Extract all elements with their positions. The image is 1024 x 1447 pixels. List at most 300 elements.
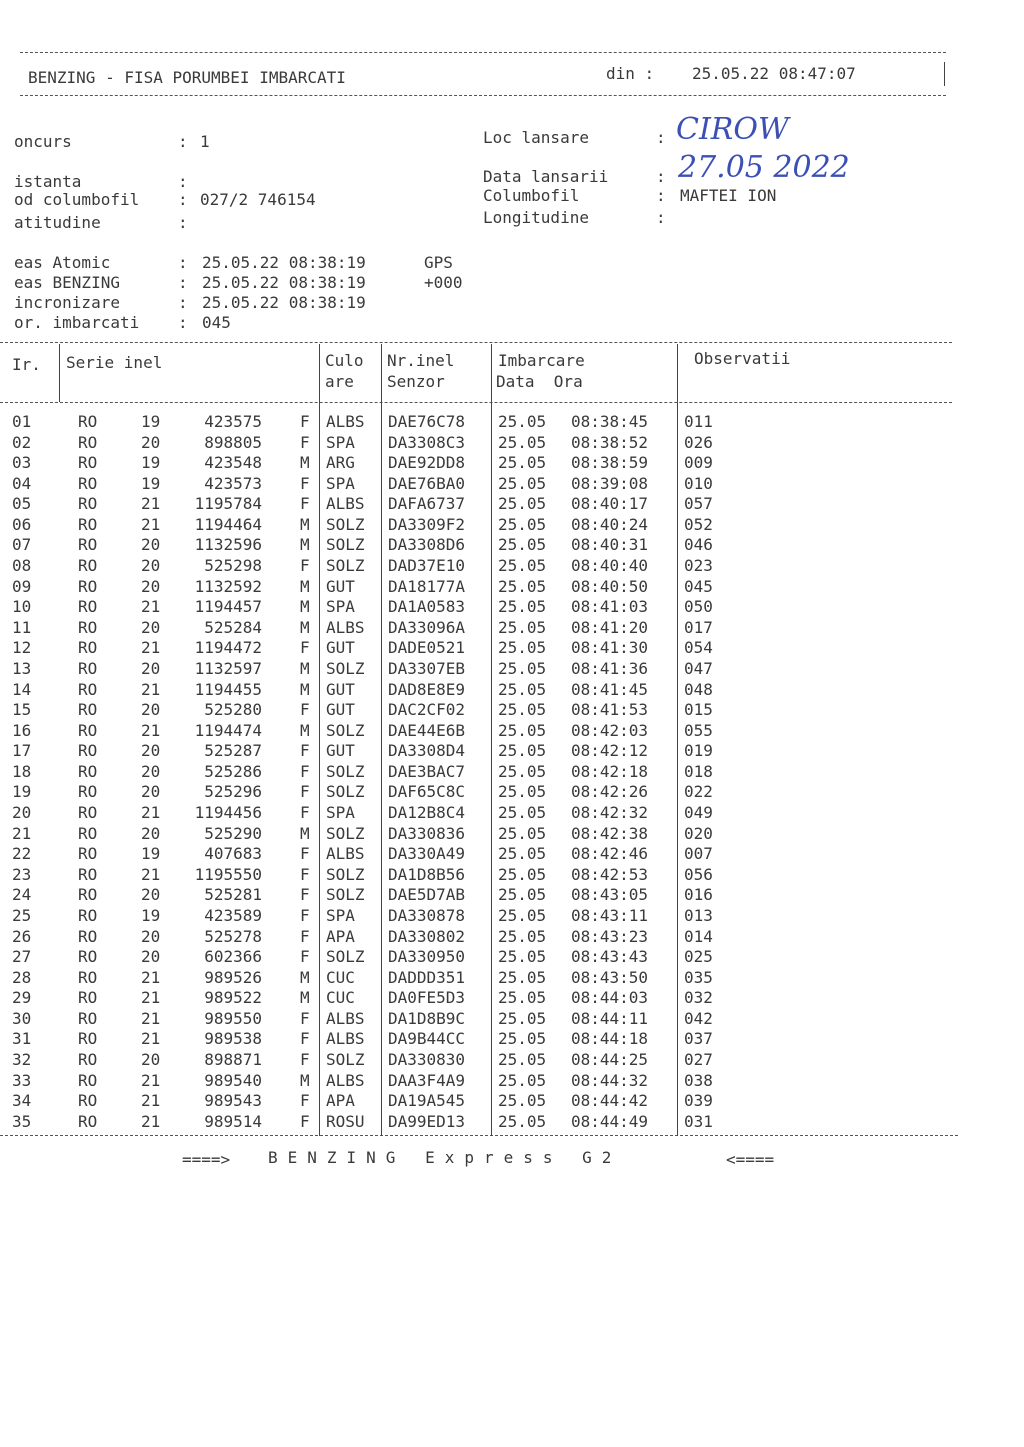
row-time: 08:41:36 <box>571 658 649 678</box>
row-country: RO <box>78 617 98 637</box>
table-row <box>0 968 960 988</box>
report-title: BENZING - FISA PORUMBEI IMBARCATI <box>28 68 346 87</box>
row-year: 20 <box>141 782 161 802</box>
row-color: SPA <box>326 432 355 452</box>
row-sex: F <box>300 926 310 946</box>
row-sensor: DA3308C3 <box>388 432 466 452</box>
row-country: RO <box>78 741 98 761</box>
row-sex: M <box>300 967 310 987</box>
row-color: APA <box>326 1091 355 1111</box>
row-date: 25.05 <box>498 823 547 843</box>
row-date: 25.05 <box>498 658 547 678</box>
row-sex: M <box>300 679 310 699</box>
table-row <box>0 1050 960 1070</box>
row-date: 25.05 <box>498 597 547 617</box>
row-nr: 25 <box>12 905 32 925</box>
row-sex: M <box>300 617 310 637</box>
table-row <box>0 433 960 453</box>
row-time: 08:44:49 <box>571 1111 649 1131</box>
row-sensor: DADE0521 <box>388 638 466 658</box>
row-color: GUT <box>326 679 355 699</box>
row-year: 20 <box>141 947 161 967</box>
row-ring: 1132592 <box>194 576 262 596</box>
row-obs: 054 <box>684 638 713 658</box>
clock-sep: : <box>178 253 188 272</box>
row-date: 25.05 <box>498 885 547 905</box>
table-row <box>0 638 960 658</box>
row-country: RO <box>78 700 98 720</box>
row-color: SOLZ <box>326 782 365 802</box>
row-color: SOLZ <box>326 864 365 884</box>
row-nr: 29 <box>12 988 32 1008</box>
table-row <box>0 700 960 720</box>
row-sensor: DA19A545 <box>388 1091 466 1111</box>
row-color: GUT <box>326 741 355 761</box>
row-year: 20 <box>141 741 161 761</box>
info-left-sep: : <box>178 172 188 191</box>
row-country: RO <box>78 473 98 493</box>
row-date: 25.05 <box>498 947 547 967</box>
row-obs: 035 <box>684 967 713 987</box>
row-time: 08:44:11 <box>571 1008 649 1028</box>
clock-label: incronizare <box>14 293 120 312</box>
table-row <box>0 947 960 967</box>
row-time: 08:42:46 <box>571 844 649 864</box>
row-color: SOLZ <box>326 658 365 678</box>
row-year: 21 <box>141 1029 161 1049</box>
row-year: 19 <box>141 453 161 473</box>
row-sensor: DAE92DD8 <box>388 453 466 473</box>
row-obs: 019 <box>684 741 713 761</box>
row-ring: 525298 <box>204 556 262 576</box>
row-year: 19 <box>141 905 161 925</box>
row-time: 08:39:08 <box>571 473 649 493</box>
info-right-value: MAFTEI ION <box>680 186 777 205</box>
row-country: RO <box>78 782 98 802</box>
row-sex: F <box>300 700 310 720</box>
row-obs: 013 <box>684 905 713 925</box>
info-right-label: Data lansarii <box>483 167 609 186</box>
row-sex: F <box>300 556 310 576</box>
row-date: 25.05 <box>498 864 547 884</box>
row-obs: 047 <box>684 658 713 678</box>
row-ring: 525278 <box>204 926 262 946</box>
row-year: 21 <box>141 514 161 534</box>
row-color: SOLZ <box>326 514 365 534</box>
row-year: 19 <box>141 473 161 493</box>
table-row <box>0 494 960 514</box>
row-sensor: DA99ED13 <box>388 1111 466 1131</box>
col-header-nrinel-2: Senzor <box>387 372 445 391</box>
row-ring: 1194474 <box>194 720 262 740</box>
row-country: RO <box>78 823 98 843</box>
row-color: SOLZ <box>326 1049 365 1069</box>
row-year: 19 <box>141 844 161 864</box>
row-sex: M <box>300 453 310 473</box>
clock-value: 25.05.22 08:38:19 <box>202 293 366 312</box>
table-row <box>0 906 960 926</box>
table-row <box>0 453 960 473</box>
header-right-border <box>944 62 945 86</box>
row-country: RO <box>78 967 98 987</box>
row-sex: M <box>300 720 310 740</box>
row-sensor: DA3308D4 <box>388 741 466 761</box>
row-date: 25.05 <box>498 700 547 720</box>
row-ring: 1132596 <box>194 535 262 555</box>
row-obs: 032 <box>684 988 713 1008</box>
row-year: 21 <box>141 679 161 699</box>
row-obs: 010 <box>684 473 713 493</box>
row-year: 20 <box>141 576 161 596</box>
header-top-rule <box>20 52 946 53</box>
table-row <box>0 597 960 617</box>
row-obs: 048 <box>684 679 713 699</box>
row-time: 08:43:05 <box>571 885 649 905</box>
info-right-label: Loc lansare <box>483 128 589 147</box>
row-date: 25.05 <box>498 679 547 699</box>
row-sex: F <box>300 432 310 452</box>
clock-value: 25.05.22 08:38:19 <box>202 253 366 272</box>
row-sex: F <box>300 1049 310 1069</box>
row-time: 08:43:11 <box>571 905 649 925</box>
row-obs: 023 <box>684 556 713 576</box>
row-obs: 057 <box>684 494 713 514</box>
row-time: 08:44:32 <box>571 1070 649 1090</box>
row-obs: 027 <box>684 1049 713 1069</box>
table-row <box>0 988 960 1008</box>
row-sensor: DA33096A <box>388 617 466 637</box>
row-nr: 18 <box>12 761 32 781</box>
info-right-sep: : <box>656 128 666 147</box>
row-time: 08:41:45 <box>571 679 649 699</box>
row-nr: 27 <box>12 947 32 967</box>
row-color: SPA <box>326 473 355 493</box>
row-nr: 14 <box>12 679 32 699</box>
row-color: ALBS <box>326 1008 365 1028</box>
row-ring: 525284 <box>204 617 262 637</box>
row-obs: 009 <box>684 453 713 473</box>
info-left-label: atitudine <box>14 213 101 232</box>
row-country: RO <box>78 720 98 740</box>
row-color: ALBS <box>326 1070 365 1090</box>
row-sex: M <box>300 514 310 534</box>
row-date: 25.05 <box>498 1070 547 1090</box>
row-nr: 07 <box>12 535 32 555</box>
row-date: 25.05 <box>498 1111 547 1131</box>
clock-sep: : <box>178 313 188 332</box>
row-sensor: DA3307EB <box>388 658 466 678</box>
col-header-imbarcare-2: Data Ora <box>496 372 583 391</box>
row-country: RO <box>78 658 98 678</box>
row-ring: 525290 <box>204 823 262 843</box>
row-ring: 989526 <box>204 967 262 987</box>
table-row <box>0 927 960 947</box>
row-sensor: DAA3F4A9 <box>388 1070 466 1090</box>
row-nr: 15 <box>12 700 32 720</box>
row-country: RO <box>78 453 98 473</box>
row-nr: 20 <box>12 803 32 823</box>
row-sensor: DA330802 <box>388 926 466 946</box>
table-row <box>0 885 960 905</box>
row-nr: 03 <box>12 453 32 473</box>
row-sensor: DAD37E10 <box>388 556 466 576</box>
row-sex: M <box>300 658 310 678</box>
row-time: 08:42:12 <box>571 741 649 761</box>
row-sex: F <box>300 494 310 514</box>
row-sensor: DA0FE5D3 <box>388 988 466 1008</box>
row-time: 08:38:45 <box>571 412 649 431</box>
col-sep-ora <box>677 344 678 1136</box>
row-ring: 525296 <box>204 782 262 802</box>
row-ring: 989522 <box>204 988 262 1008</box>
clock-sep: : <box>178 293 188 312</box>
table-row <box>0 721 960 741</box>
row-obs: 039 <box>684 1091 713 1111</box>
clock-value: 25.05.22 08:38:19 <box>202 273 366 292</box>
row-time: 08:42:03 <box>571 720 649 740</box>
row-nr: 08 <box>12 556 32 576</box>
row-obs: 042 <box>684 1008 713 1028</box>
row-country: RO <box>78 679 98 699</box>
row-sensor: DADDD351 <box>388 967 466 987</box>
table-row <box>0 844 960 864</box>
info-right-sep: : <box>656 186 666 205</box>
row-obs: 011 <box>684 412 713 431</box>
row-color: GUT <box>326 638 355 658</box>
row-date: 25.05 <box>498 905 547 925</box>
row-date: 25.05 <box>498 494 547 514</box>
row-sex: M <box>300 1070 310 1090</box>
row-date: 25.05 <box>498 576 547 596</box>
row-sensor: DA3309F2 <box>388 514 466 534</box>
row-nr: 16 <box>12 720 32 740</box>
row-nr: 11 <box>12 617 32 637</box>
row-sensor: DA330950 <box>388 947 466 967</box>
table-row <box>0 1071 960 1091</box>
row-ring: 1194456 <box>194 803 262 823</box>
row-country: RO <box>78 988 98 1008</box>
row-color: ALBS <box>326 844 365 864</box>
row-ring: 989540 <box>204 1070 262 1090</box>
row-nr: 32 <box>12 1049 32 1069</box>
row-country: RO <box>78 576 98 596</box>
row-year: 21 <box>141 638 161 658</box>
clock-extra: +000 <box>424 273 463 292</box>
row-year: 20 <box>141 617 161 637</box>
row-color: ROSU <box>326 1111 365 1131</box>
row-date: 25.05 <box>498 556 547 576</box>
row-year: 20 <box>141 926 161 946</box>
row-sex: M <box>300 597 310 617</box>
row-color: ALBS <box>326 1029 365 1049</box>
row-color: SOLZ <box>326 823 365 843</box>
row-country: RO <box>78 1070 98 1090</box>
row-obs: 014 <box>684 926 713 946</box>
row-time: 08:44:03 <box>571 988 649 1008</box>
row-sensor: DA3308D6 <box>388 535 466 555</box>
row-obs: 031 <box>684 1111 713 1131</box>
col-header-serie: Serie inel <box>66 353 163 372</box>
table-row <box>0 515 960 535</box>
row-color: SOLZ <box>326 556 365 576</box>
row-sensor: DA1D8B56 <box>388 864 466 884</box>
row-nr: 13 <box>12 658 32 678</box>
row-time: 08:44:42 <box>571 1091 649 1111</box>
row-sensor: DAE3BAC7 <box>388 761 466 781</box>
row-date: 25.05 <box>498 1029 547 1049</box>
row-sex: F <box>300 947 310 967</box>
row-obs: 038 <box>684 1070 713 1090</box>
row-sex: F <box>300 1111 310 1131</box>
row-ring: 989514 <box>204 1111 262 1131</box>
row-time: 08:43:23 <box>571 926 649 946</box>
col-sep-culoare <box>381 344 382 1136</box>
row-sensor: DA1A0583 <box>388 597 466 617</box>
row-date: 25.05 <box>498 473 547 493</box>
row-ring: 525286 <box>204 761 262 781</box>
row-sex: F <box>300 473 310 493</box>
row-sex: M <box>300 988 310 1008</box>
row-sex: F <box>300 1091 310 1111</box>
row-year: 21 <box>141 494 161 514</box>
row-ring: 1194464 <box>194 514 262 534</box>
row-year: 21 <box>141 803 161 823</box>
row-country: RO <box>78 926 98 946</box>
row-ring: 989538 <box>204 1029 262 1049</box>
row-date: 25.05 <box>498 741 547 761</box>
row-color: SOLZ <box>326 720 365 740</box>
row-time: 08:42:26 <box>571 782 649 802</box>
table-row <box>0 865 960 885</box>
row-obs: 020 <box>684 823 713 843</box>
row-sex: F <box>300 803 310 823</box>
row-country: RO <box>78 412 98 431</box>
row-year: 20 <box>141 885 161 905</box>
row-color: ARG <box>326 453 355 473</box>
row-color: SOLZ <box>326 535 365 555</box>
row-sex: F <box>300 1008 310 1028</box>
row-time: 08:40:24 <box>571 514 649 534</box>
row-country: RO <box>78 864 98 884</box>
row-year: 21 <box>141 864 161 884</box>
row-nr: 33 <box>12 1070 32 1090</box>
info-left-value: 1 <box>200 132 210 151</box>
row-color: SOLZ <box>326 761 365 781</box>
row-obs: 049 <box>684 803 713 823</box>
row-sensor: DAD8E8E9 <box>388 679 466 699</box>
table-row <box>0 1112 960 1132</box>
row-nr: 02 <box>12 432 32 452</box>
row-obs: 050 <box>684 597 713 617</box>
row-sex: F <box>300 885 310 905</box>
row-year: 20 <box>141 658 161 678</box>
row-year: 20 <box>141 761 161 781</box>
row-sex: M <box>300 576 310 596</box>
row-nr: 09 <box>12 576 32 596</box>
row-sex: F <box>300 741 310 761</box>
row-year: 20 <box>141 700 161 720</box>
row-time: 08:38:59 <box>571 453 649 473</box>
row-sex: M <box>300 535 310 555</box>
row-date: 25.05 <box>498 803 547 823</box>
row-nr: 22 <box>12 844 32 864</box>
clock-label: eas Atomic <box>14 253 111 272</box>
row-obs: 055 <box>684 720 713 740</box>
row-nr: 06 <box>12 514 32 534</box>
row-sex: F <box>300 782 310 802</box>
row-obs: 016 <box>684 885 713 905</box>
row-year: 19 <box>141 412 161 431</box>
row-sensor: DA330878 <box>388 905 466 925</box>
table-top-rule <box>0 342 952 343</box>
row-date: 25.05 <box>498 988 547 1008</box>
row-sex: M <box>300 823 310 843</box>
row-year: 20 <box>141 432 161 452</box>
row-time: 08:41:30 <box>571 638 649 658</box>
handwritten-value: CIROW <box>676 112 789 147</box>
row-country: RO <box>78 803 98 823</box>
row-obs: 017 <box>684 617 713 637</box>
table-row <box>0 824 960 844</box>
row-ring: 423575 <box>204 412 262 431</box>
row-country: RO <box>78 1111 98 1131</box>
row-obs: 007 <box>684 844 713 864</box>
row-country: RO <box>78 494 98 514</box>
handwritten-value: 27.05 2022 <box>678 150 850 185</box>
row-sensor: DAE44E6B <box>388 720 466 740</box>
row-date: 25.05 <box>498 638 547 658</box>
row-nr: 30 <box>12 1008 32 1028</box>
row-sex: F <box>300 761 310 781</box>
row-time: 08:41:20 <box>571 617 649 637</box>
row-nr: 26 <box>12 926 32 946</box>
row-nr: 17 <box>12 741 32 761</box>
row-time: 08:40:40 <box>571 556 649 576</box>
row-date: 25.05 <box>498 926 547 946</box>
clock-label: or. imbarcati <box>14 313 140 332</box>
row-nr: 04 <box>12 473 32 493</box>
row-time: 08:41:03 <box>571 597 649 617</box>
row-ring: 525280 <box>204 700 262 720</box>
row-nr: 12 <box>12 638 32 658</box>
row-time: 08:42:18 <box>571 761 649 781</box>
row-ring: 423589 <box>204 905 262 925</box>
row-ring: 423548 <box>204 453 262 473</box>
row-nr: 01 <box>12 412 32 431</box>
col-header-nrinel-1: Nr.inel <box>387 351 455 370</box>
row-date: 25.05 <box>498 844 547 864</box>
row-time: 08:38:52 <box>571 432 649 452</box>
table-row <box>0 1029 960 1049</box>
col-header-culoare-1: Culo <box>325 351 364 370</box>
row-date: 25.05 <box>498 782 547 802</box>
row-year: 21 <box>141 1070 161 1090</box>
info-right-label: Longitudine <box>483 208 589 227</box>
row-obs: 037 <box>684 1029 713 1049</box>
row-year: 20 <box>141 1049 161 1069</box>
row-ring: 898871 <box>204 1049 262 1069</box>
footer-right-arrow: <==== <box>726 1150 775 1169</box>
row-obs: 022 <box>684 782 713 802</box>
info-right-sep: : <box>656 167 666 186</box>
table-row <box>0 474 960 494</box>
row-ring: 525281 <box>204 885 262 905</box>
row-color: SPA <box>326 905 355 925</box>
row-country: RO <box>78 1029 98 1049</box>
col-sep-sex <box>319 344 320 1136</box>
row-sensor: DAF65C8C <box>388 782 466 802</box>
row-country: RO <box>78 1008 98 1028</box>
